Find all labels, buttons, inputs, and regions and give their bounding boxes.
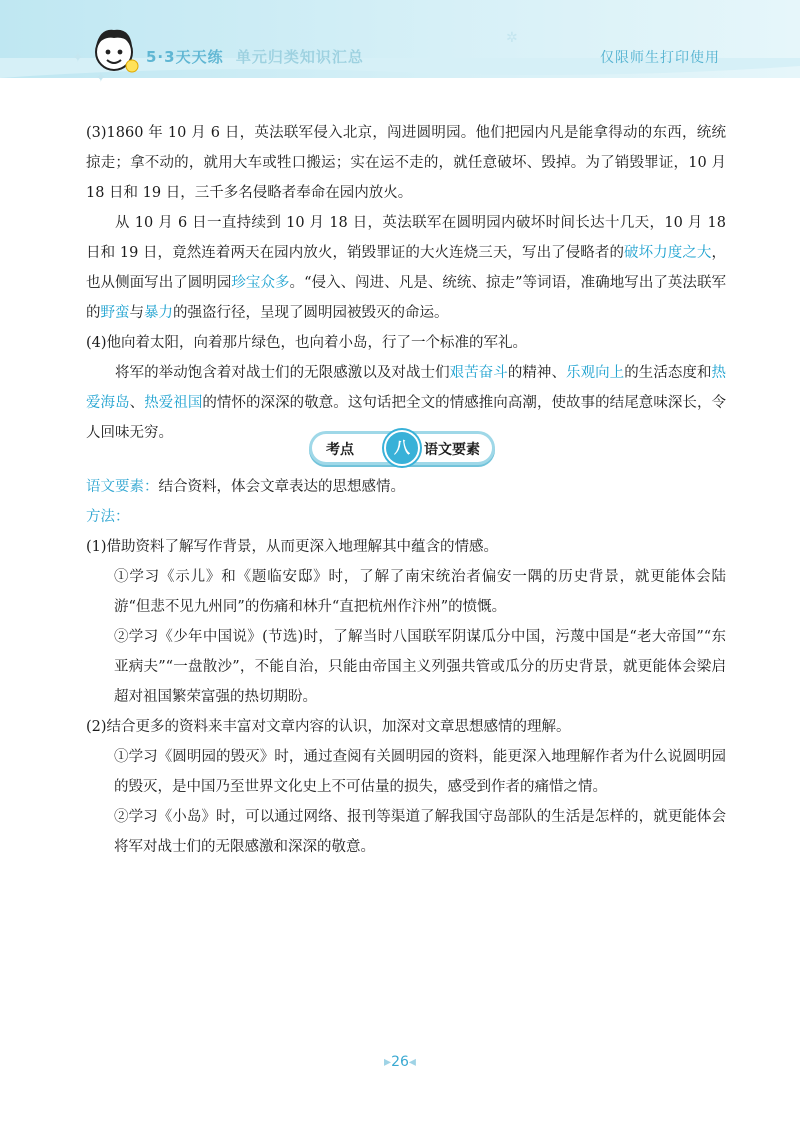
section-top <box>86 118 726 448</box>
element-label: 语文要素： <box>86 479 159 495</box>
method-1: (1)借助资料了解写作背景，从而更深入地理解其中蕴含的情感。 <box>86 539 499 555</box>
method-2-2: ②学习《小岛》时，可以通过网络、报刊等渠道了解我国守岛部队的生活是怎样的，就更能体会将军对战士们的无限感激和深深的敬意。 <box>114 809 726 855</box>
element-line: 语文要素：结合资料，体会文章表达的思想感情。 <box>86 479 405 495</box>
kaodian-label: 考点 <box>326 442 354 458</box>
item-3: (3)1860 年 10 月 6 日，英法联军侵入北京，闯进圆明园。他们把园内凡是能拿得动的东西，统统掠走；拿不动的，就用大车或牲口搬运；实在运不走的，就任意破坏、毁掉。为了销毁罪证，10 月 18 日和 19 日，三千多名侵略者奉命在园内放火。 <box>86 125 726 201</box>
analysis-3: 从 10 月 6 日一直持续到 10 月 18 日，英法联军在圆明园内破坏时间长达十几天，10 月 18 日和 19 日，竟然连着两天在园内放火，销毁罪证的大火连烧三天，写出了侵略者的破坏力度之大，也从侧面写出了圆明园珍宝众多。“侵入、闯进、凡是、统统、掠走”等词语，准确地写出了英法联军的野蛮与暴力的强盗行径，呈现了圆明园被毁灭的命运。 <box>86 215 727 321</box>
mascot-icon <box>86 22 142 78</box>
kaodian-title: 语文要素 <box>424 442 480 458</box>
star-icon: ✲ <box>506 30 518 46</box>
keyword: 艰苦奋斗 <box>449 365 508 381</box>
print-notice: 仅限师生打印使用 <box>600 50 720 66</box>
keyword: 暴力 <box>144 305 173 321</box>
method-2-1: ①学习《圆明园的毁灭》时，通过查阅有关圆明园的资料，能更深入地理解作者为什么说圆明园的毁灭，是中国乃至世界文化史上不可估量的损失，感受到作者的痛惜之情。 <box>114 749 726 795</box>
method-2: (2)结合更多的资料来丰富对文章内容的认识，加深对文章思想感情的理解。 <box>86 719 571 735</box>
keyword: 乐观向上 <box>566 365 625 381</box>
method-1-2: ②学习《少年中国说》(节选)时，了解当时八国联军阴谋瓜分中国，污蔑中国是“老大帝国”“东亚病夫”“一盘散沙”，不能自治，只能由帝国主义列强共管或瓜分的历史背景，就更能体会梁启超对祖国繁荣富强的热切期盼。 <box>114 629 726 705</box>
keyword: 破坏力度之大 <box>624 245 712 261</box>
section-bottom <box>86 472 726 862</box>
keyword: 野蛮 <box>100 305 130 321</box>
star-icon: ✦ <box>95 70 107 86</box>
kaodian-banner <box>312 430 492 466</box>
method-1-1: ①学习《示儿》和《题临安邸》时，了解了南宋统治者偏安一隅的历史背景，就更能体会陆游“但悲不见九州同”的伤痛和林升“直把杭州作汴州”的愤慨。 <box>114 569 726 615</box>
series-title: 5·3天天练 单元归类知识汇总 <box>146 48 364 66</box>
star-icon: ✦ <box>72 50 84 66</box>
analysis-4: 将军的举动饱含着对战士们的无限感激以及对战士们艰苦奋斗的精神、乐观向上的生活态度和热爱海岛、热爱祖国的情怀的深深的敬意。这句话把全文的情感推向高潮，使故事的结尾意味深长，令人回味无穷。 <box>86 365 727 441</box>
keyword: 热爱祖国 <box>144 395 203 411</box>
method-label: 方法： <box>86 509 130 525</box>
keyword: 珍宝众多 <box>231 275 290 291</box>
page-number: ▸26◂ <box>384 1054 416 1070</box>
item-4: (4)他向着太阳，向着那片绿色，也向着小岛，行了一个标准的军礼。 <box>86 335 528 351</box>
kaodian-number: 八 <box>384 430 420 466</box>
keyword: 热爱海岛 <box>86 365 727 411</box>
